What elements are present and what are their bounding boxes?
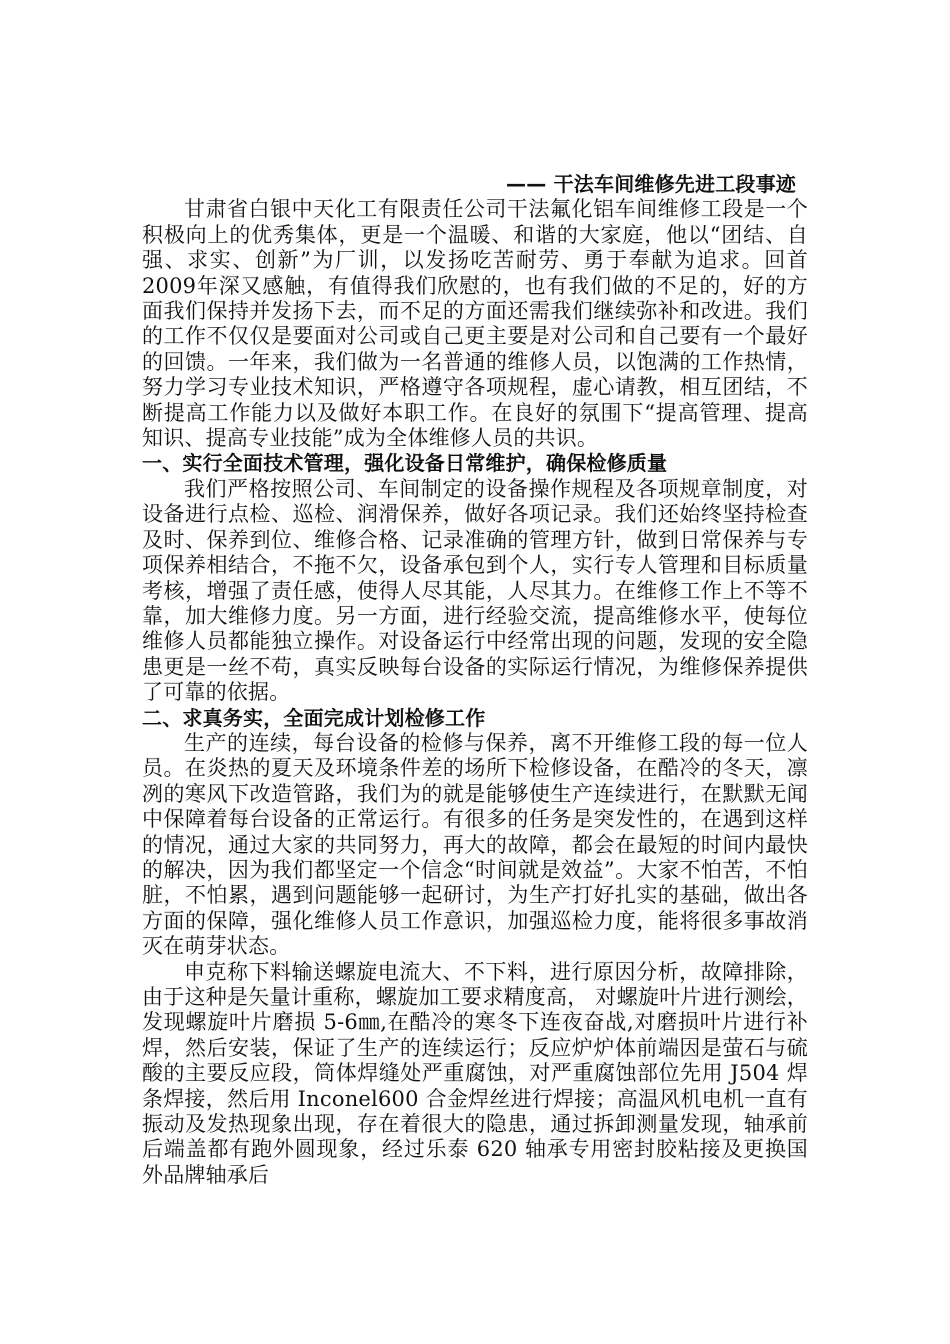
section-1-heading: 一、实行全面技术管理，强化设备日常维护，确保检修质量 <box>142 451 668 476</box>
document-subtitle: —— 干法车间维修先进工段事迹 <box>506 172 796 196</box>
section-2-paragraph-2: 申克称下料输送螺旋电流大、不下料，进行原因分析，故障排除，由于这种是矢量计重称，螺旋加工要求精度高， 对螺旋叶片进行测绘， 发现螺旋叶片磨损 5-6㎜,在酷冷的寒冬下连夜奋战,对磨损叶片进行补焊，然后安装，保证了生产的连续运行；反应炉炉体前端因是萤石与硫酸的主要反应段，筒体焊缝处严重腐蚀，对严重腐蚀部位先用 J504 焊条焊接，然后用 Inconel600 合金焊丝进行焊接；高温风机电机一直有振动及发热现象出现，存在着很大的隐患，通过拆卸测量发现，轴承前后端盖都有跑外圆现象，经过乐泰 620 轴承专用密封胶粘接及更换国外品牌轴承后 <box>142 959 808 1187</box>
section-1-paragraph: 我们严格按照公司、车间制定的设备操作规程及各项规章制度，对设备进行点检、巡检、润滑保养，做好各项记录。我们还始终坚持检查及时、保养到位、维修合格、记录准确的管理方针，做到日常保养与专项保养相结合，不拖不欠，设备承包到个人，实行专人管理和目标质量考核，增强了责任感，使得人尽其能，人尽其力。在维修工作上不等不靠，加大维修力度。另一方面，进行经验交流，提高维修水平，使每位维修人员都能独立操作。对设备运行中经常出现的问题，发现的安全隐患更是一丝不苟，真实反映每台设备的实际运行情况，为维修保养提供了可靠的依据。 <box>142 476 808 705</box>
document-page <box>142 172 808 1188</box>
section-2-heading: 二、求真务实，全面完成计划检修工作 <box>142 705 486 730</box>
intro-paragraph: 甘肃省白银中天化工有限责任公司干法氟化铝车间维修工段是一个积极向上的优秀集体，更是一个温暖、和谐的大家庭，他以“团结、自强、求实、创新”为厂训，以发扬吃苦耐劳、勇于奉献为追求。回首2009年深又感触，有值得我们欣慰的，也有我们做的不足的，好的方面我们保持并发扬下去，而不足的方面还需我们继续弥补和改进。我们的工作不仅仅是要面对公司或自己更主要是对公司和自己要有一个最好的回馈。一年来，我们做为一名普通的维修人员，以饱满的工作热情，努力学习专业技术知识，严格遵守各项规程，虚心请教，相互团结，不断提高工作能力以及做好本职工作。在良好的氛围下“提高管理、提高知识、提高专业技能”成为全体维修人员的共识。 <box>142 197 808 451</box>
section-2-paragraph-1: 生产的连续，每台设备的检修与保养，离不开维修工段的每一位人员。在炎热的夏天及环境条件差的场所下检修设备，在酷冷的冬天，凛冽的寒风下改造管路，我们为的就是能够使生产连续进行，在默默无闻中保障着每台设备的正常运行。有很多的任务是突发性的，在遇到这样的情况，通过大家的共同努力，再大的故障，都会在最短的时间内最快的解决，因为我们都坚定一个信念“时间就是效益”。大家不怕苦，不怕脏，不怕累，遇到问题能够一起研讨，为生产打好扎实的基础，做出各方面的保障，强化维修人员工作意识，加强巡检力度，能将很多事故消灭在萌芽状态。 <box>142 730 808 959</box>
